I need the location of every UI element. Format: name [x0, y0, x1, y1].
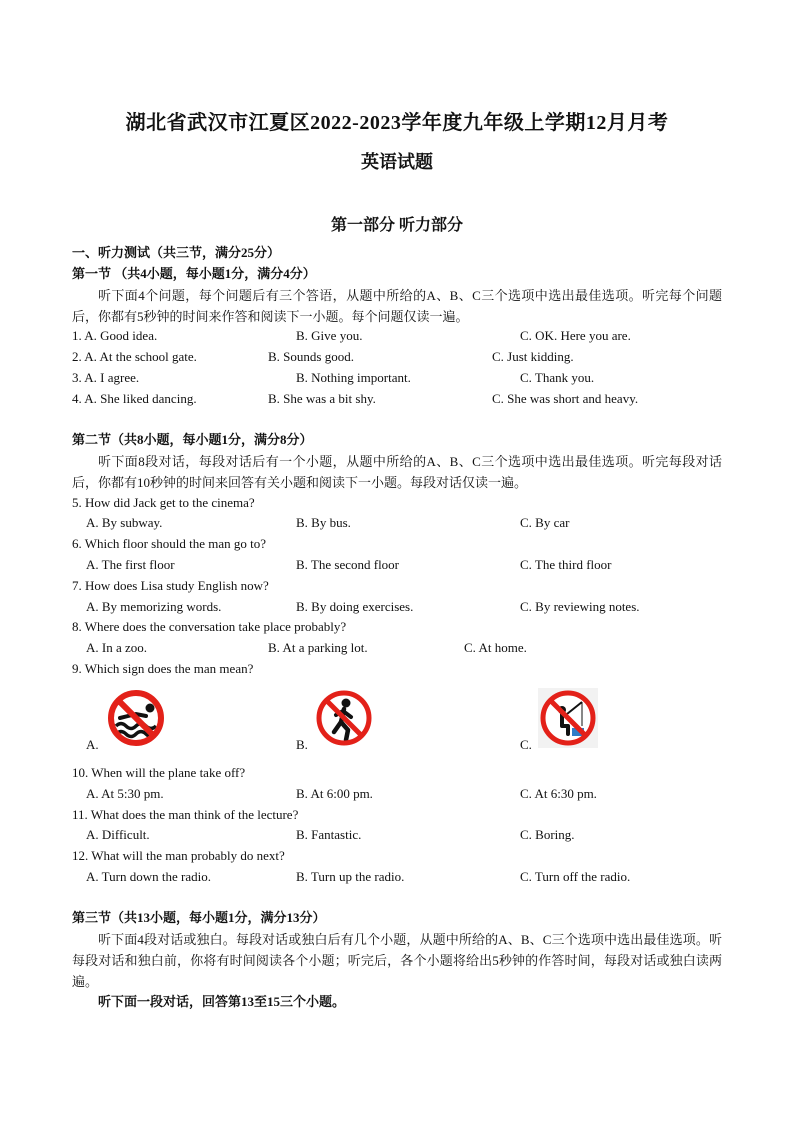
s2-heading: 第二节（共8小题，每小题1分，满分8分） [72, 432, 313, 447]
option-b: B. By bus. [296, 515, 351, 530]
option-a: A. The first floor [86, 557, 175, 572]
option-b: B. Fantastic. [296, 827, 362, 842]
option-b: B. At a parking lot. [268, 640, 368, 655]
question-stem: 12. What will the man probably do next? [72, 848, 285, 863]
question-options [72, 867, 722, 887]
option-b: B. By doing exercises. [296, 599, 414, 614]
option-b: B. The second floor [296, 557, 400, 572]
option-a: A. In a zoo. [86, 640, 148, 655]
option-b: B. Turn up the radio. [296, 869, 405, 884]
question-stem: 8. Where does the conversation take place probably? [72, 619, 347, 634]
option-c: C. At 6:30 pm. [520, 786, 597, 801]
s2-instruction: 听下面8段对话，每段对话后有一个小题，从题中所给的A、B、C三个选项中选出最佳选项。听完每段对话后，你都有10秒钟的时间来回答有关小题和阅读下一小题。每段对话仅读一遍。 [72, 454, 722, 490]
no-swimming-icon [106, 688, 166, 748]
option-c: C. By reviewing notes. [520, 599, 640, 614]
option-c: C. Turn off the radio. [520, 869, 631, 884]
question-options [72, 638, 722, 658]
s1-item [72, 326, 722, 346]
s1-instruction: 听下面4个问题，每个问题后有三个答语，从题中所给的A、B、C三个选项中选出最佳选项。听完每个问题后，你都有5秒钟的时间来作答和阅读下一小题。每个问题仅读一遍。 [72, 288, 722, 324]
option-c: C. The third floor [520, 557, 612, 572]
option-c: C. [520, 737, 532, 752]
option-b: B. She was a bit shy. [268, 391, 376, 406]
option-b: B. [296, 737, 308, 752]
question-options [72, 597, 722, 617]
s3-prompt: 听下面一段对话，回答第13至15三个小题。 [98, 994, 346, 1009]
option-a: A. At 5:30 pm. [86, 786, 164, 801]
option-a: 4. A. She liked dancing. [72, 391, 197, 406]
option-a: A. Difficult. [86, 827, 150, 842]
option-a: A. [86, 737, 99, 752]
question-stem: 10. When will the plane take off? [72, 765, 246, 780]
option-b: B. Give you. [296, 328, 363, 343]
option-c: C. By car [520, 515, 570, 530]
no-running-icon [314, 688, 374, 748]
no-fishing-icon [538, 688, 598, 748]
question-stem: 5. How did Jack get to the cinema? [72, 495, 255, 510]
question-stem: 6. Which floor should the man go to? [72, 536, 267, 551]
section-heading: 一、听力测试（共三节，满分25分） [72, 245, 281, 260]
s1-item [72, 389, 722, 409]
question-stem: 9. Which sign does the man mean? [72, 661, 254, 676]
option-c: C. Boring. [520, 827, 575, 842]
question-options [72, 784, 722, 804]
option-a: 2. A. At the school gate. [72, 349, 197, 364]
question-options [72, 513, 722, 533]
option-c: C. Thank you. [520, 370, 595, 385]
exam-title: 湖北省武汉市江夏区2022-2023学年度九年级上学期12月月考 [125, 112, 669, 134]
option-b: B. At 6:00 pm. [296, 786, 373, 801]
s1-heading: 第一节 （共4小题，每小题1分，满分4分） [72, 266, 316, 281]
question-options [72, 555, 722, 575]
option-c: C. OK. Here you are. [520, 328, 631, 343]
s1-item [72, 368, 722, 388]
option-b: B. Nothing important. [296, 370, 411, 385]
option-c: C. She was short and heavy. [492, 391, 639, 406]
s3-heading: 第三节（共13小题，每小题1分，满分13分） [72, 910, 326, 925]
option-b: B. Sounds good. [268, 349, 354, 364]
option-a: A. By memorizing words. [86, 599, 222, 614]
option-c: C. Just kidding. [492, 349, 574, 364]
option-a: 3. A. I agree. [72, 370, 140, 385]
question-stem: 11. What does the man think of the lecture? [72, 807, 299, 822]
option-a: A. By subway. [86, 515, 163, 530]
option-c: C. At home. [464, 640, 527, 655]
option-a: A. Turn down the radio. [86, 869, 211, 884]
s1-item [72, 347, 722, 367]
question-stem: 7. How does Lisa study English now? [72, 578, 269, 593]
s3-instruction: 听下面4段对话或独白。每段对话或独白后有几个小题，从题中所给的A、B、C三个选项中选出最佳选项。听每段对话和独白前，你将有时间阅读各个小题；听完后，各个小题将给出5秒钟的作答时间，每段对话或独白读两遍。 [72, 932, 722, 989]
part-heading: 第一部分 听力部分 [330, 217, 463, 234]
exam-subtitle: 英语试题 [361, 152, 433, 172]
option-a: 1. A. Good idea. [72, 328, 158, 343]
question-options [72, 825, 722, 845]
